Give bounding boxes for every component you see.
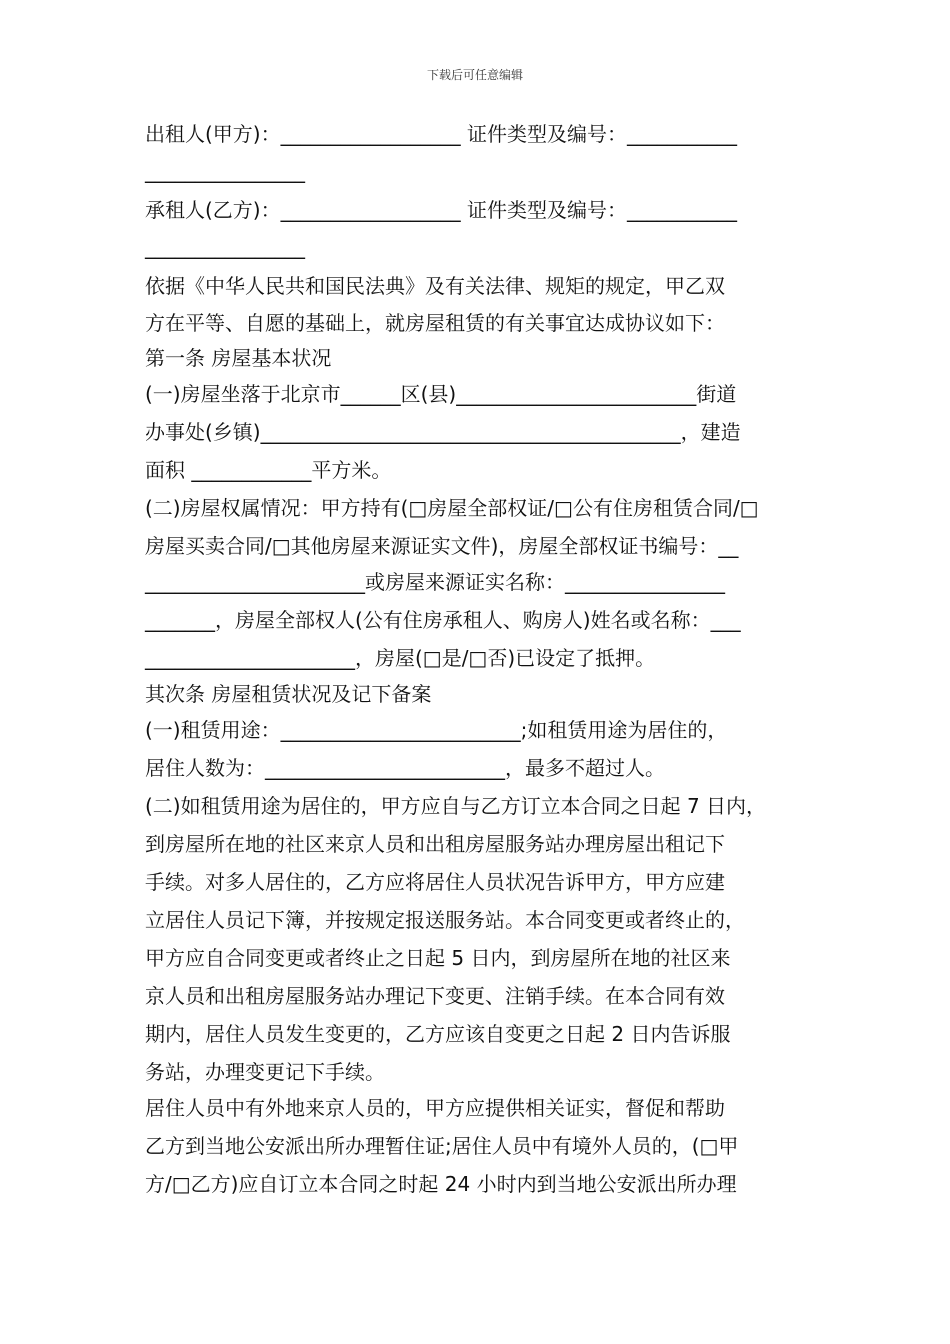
text-line: 方/□乙方)应自订立本合同之时起 24 小时内到当地公安派出所办理 bbox=[145, 1172, 737, 1196]
text-line: 京人员和出租房屋服务站办理记下变更、注销手续。在本合同有效 bbox=[145, 984, 725, 1008]
text-line: ________________ bbox=[145, 159, 305, 183]
text-line: 期内，居住人员发生变更的，乙方应该自变更之日起 2 日内告诉服 bbox=[145, 1022, 731, 1046]
text-line: 其次条 房屋租赁状况及记下备案 bbox=[145, 682, 432, 706]
text-line: 乙方到当地公安派出所办理暂住证;居住人员中有境外人员的，(□甲 bbox=[145, 1134, 739, 1158]
text-line: 居住人数为：________________________，最多不超过人。 bbox=[145, 756, 665, 780]
text-line: 立居住人员记下簿，并按规定报送服务站。本合同变更或者终止的， bbox=[145, 908, 745, 932]
text-line: 到房屋所在地的社区来京人员和出租房屋服务站办理房屋出租记下 bbox=[145, 832, 725, 856]
text-line: 办事处(乡镇)__________________________________________，建造 bbox=[145, 420, 741, 444]
text-line: (一)房屋坐落于北京市______区(县)________________________街道 bbox=[145, 382, 737, 406]
text-line: 甲方应自合同变更或者终止之日起 5 日内，到房屋所在地的社区来 bbox=[145, 946, 731, 970]
text-line: (二)如租赁用途为居住的，甲方应自与乙方订立本合同之日起 7 日内， bbox=[145, 794, 767, 818]
text-line: 依据《中华人民共和国民法典》及有关法律、规矩的规定，甲乙双 bbox=[145, 274, 725, 298]
text-line: 方在平等、自愿的基础上，就房屋租赁的有关事宜达成协议如下： bbox=[145, 311, 725, 335]
text-line: _______，房屋全部权人(公有住房承租人、购房人)姓名或名称：___ bbox=[145, 608, 741, 632]
text-line: 房屋买卖合同/□其他房屋来源证实文件)，房屋全部权证书编号：__ bbox=[145, 534, 739, 558]
text-line: 居住人员中有外地来京人员的，甲方应提供相关证实，督促和帮助 bbox=[145, 1096, 725, 1120]
text-line: _____________________，房屋(□是/□否)已设定了抵押。 bbox=[145, 646, 656, 670]
text-line: ________________ bbox=[145, 235, 305, 259]
text-line: 务站，办理变更记下手续。 bbox=[145, 1060, 385, 1084]
text-line: 出租人(甲方)：__________________ 证件类型及编号：___________ bbox=[145, 122, 737, 146]
text-line: 第一条 房屋基本状况 bbox=[145, 346, 332, 370]
text-line: (一)租赁用途：________________________;如租赁用途为居住的， bbox=[145, 718, 728, 742]
text-line: ______________________或房屋来源证实名称：________________ bbox=[145, 570, 725, 594]
text-line: 承租人(乙方)：__________________ 证件类型及编号：___________ bbox=[145, 198, 737, 222]
text-line: 手续。对多人居住的，乙方应将居住人员状况告诉甲方，甲方应建 bbox=[145, 870, 725, 894]
text-line: 面积 ____________平方米。 bbox=[145, 458, 392, 482]
page-header: 下载后可任意编辑 bbox=[426, 68, 523, 82]
text-line: (二)房屋权属情况：甲方持有(□房屋全部权证/□公有住房租赁合同/□ bbox=[145, 496, 759, 520]
